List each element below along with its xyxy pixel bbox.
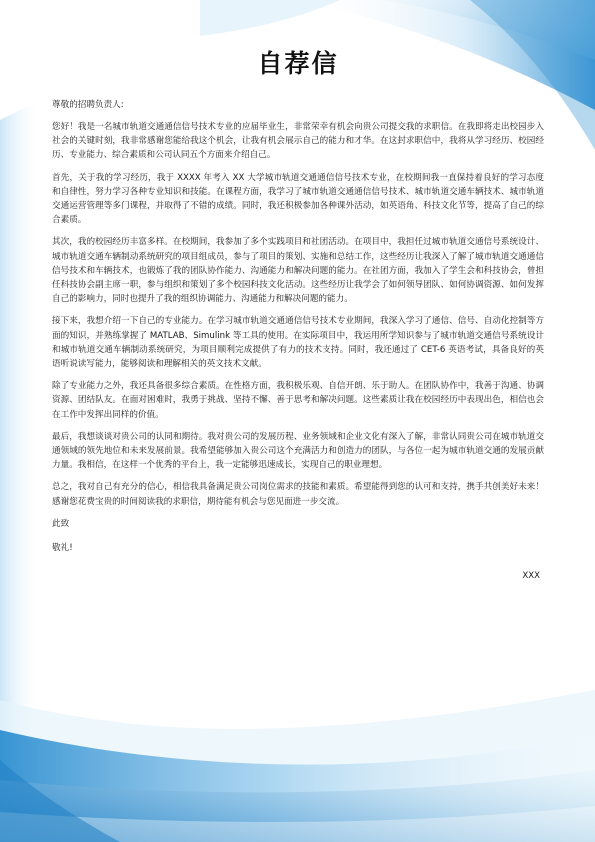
- signature: XXX: [522, 570, 540, 581]
- greeting: 尊敬的招聘负责人:: [52, 100, 124, 110]
- paragraph-summary: 总之，我对自己有充分的信心，相信我具备满足贵公司岗位需求的技能和素质。希望能得到您的认可和支持，携手共创美好未来！感谢您花费宝贵的时间阅读我的求职信，期待能有机会与您见面进一步交流。: [52, 482, 544, 507]
- paragraph-study: 首先，关于我的学习经历，我于 XXXX 年考入 XX 大学城市轨道交通通信信号技术专业，在校期间我一直保持着良好的学习态度和自律性，努力学习各种专业知识和技能。在课程方面，我学习了城市轨道交通通信信号技术、城市轨道交通车辆技术、城市轨道交通运营管理等多门课程，并取得了不错的成绩。同时，我还积极参加各种课外活动，如英语角、科技文化节等，提高了自己的综合素质。: [52, 172, 544, 226]
- paragraph-company: 最后，我想谈谈对贵公司的认同和期待。我对贵公司的发展历程、业务领域和企业文化有深入了解，非常认同贵公司在城市轨道交通领域的领先地位和未来发展前景。我希望能够加入贵公司这个充满活力和创造力的团队，与各位一起为城市轨道交通的发展贡献力量。我相信，在这样一个优秀的平台上，我一定能够迅速成长，实现自己的职业理想。: [52, 431, 544, 471]
- letter-body: [52, 44, 544, 583]
- paragraph-skills: 接下来，我想介绍一下自己的专业能力。在学习城市轨道交通通信信号技术专业期间，我深入学习了通信、信号、自动化控制等方面的知识，并熟练掌握了 MATLAB、Simulink 等工具的使用。在实际项目中，我运用所学知识参与了城市轨道交通信号系统设计和城市轨道交通车辆制动系统研究，为项目顺利完成提供了有力的技术支持。同时，我还通过了 CET-6 英语考试，具备良好的英语听说读写能力，能够阅读和理解相关的英文技术文献。: [52, 316, 544, 370]
- closing-line-2: 敬礼!: [52, 542, 73, 553]
- paragraph-intro: 您好！我是一名城市轨道交通通信信号技术专业的应届毕业生，非常荣幸有机会向贵公司提交我的求职信。在我即将走出校园步入社会的关键时刻，我非常感谢您能给我这个机会，让我有机会展示自己的能力和才华。在这封求职信中，我将从学习经历、校园经历、专业能力、综合素质和公司认同五个方面来介绍自己。: [52, 122, 544, 161]
- paragraph-qualities: 除了专业能力之外，我还具备很多综合素质。在性格方面，我积极乐观、自信开朗、乐于助人。在团队协作中，我善于沟通、协调资源、团结队友。在面对困难时，我勇于挑战、坚持不懈、善于思考和解决问题。这些素质让我在校园经历中表现出色，相信也会在工作中发挥出同样的价值。: [52, 381, 544, 420]
- paragraph-campus: 其次，我的校园经历丰富多样。在校期间，我参加了多个实践项目和社团活动。在项目中，我担任过城市轨道交通信号系统设计、城市轨道交通车辆制动系统研究的项目组成员，参与了项目的策划、实施和总结工作，这些经历让我深入了解了城市轨道交通通信信号技术和车辆技术，也锻炼了我的团队协作能力、沟通能力和解决问题的能力。在社团方面，我加入了学生会和科技协会，曾担任科技协会副主席一职，参与组织和策划了多个校园科技文化活动。这些经历让我学会了如何领导团队、如何协调资源、如何发挥自己的影响力，同时也提升了我的组织协调能力、沟通能力和解决问题的能力。: [52, 237, 544, 305]
- closing-line-1: 此致: [52, 518, 70, 529]
- page-title: 自荐信: [257, 49, 339, 78]
